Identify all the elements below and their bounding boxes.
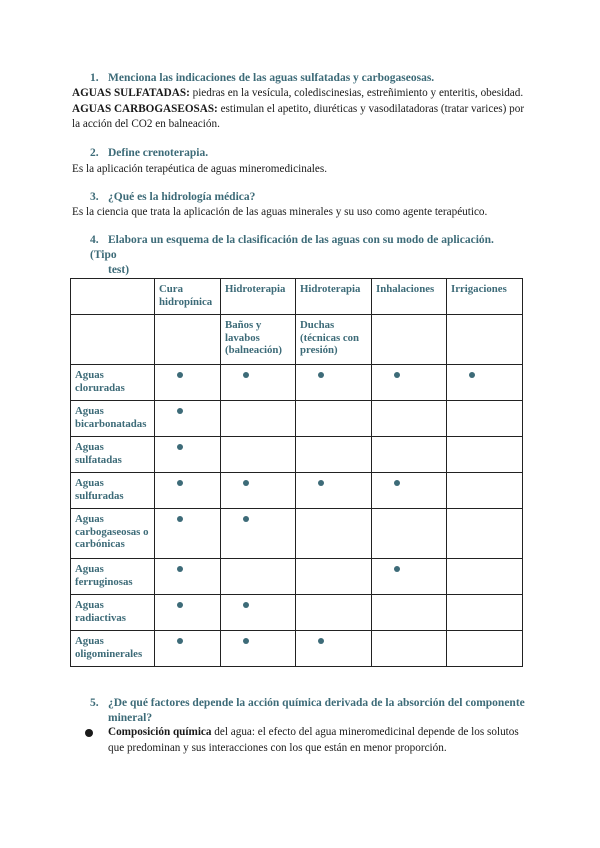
table-cell (372, 365, 447, 401)
answer-label: AGUAS SULFATADAS: (72, 87, 190, 99)
subheader-cell: Duchas (técnicas con presión) (296, 315, 372, 365)
table-cell (221, 595, 296, 631)
question-text-cont: test) (108, 264, 130, 276)
answer-text: la acción del CO2 en balneación. (72, 118, 220, 130)
bullet-mark-icon (243, 516, 249, 522)
table-cell (372, 437, 447, 473)
answer-label: Composición química (108, 726, 212, 738)
table-cell (296, 595, 372, 631)
table-cell (296, 559, 372, 595)
answer-2: Es la aplicación terapéutica de aguas mineromedicinales. (72, 163, 328, 175)
question-text: Elabora un esquema de la clasificación de las aguas con su modo de aplicación. (Tipo (90, 234, 494, 261)
table-cell (447, 595, 523, 631)
subheader-cell (155, 315, 221, 365)
question-number: 1. (90, 72, 99, 84)
table-cell (155, 473, 221, 509)
table-cell (447, 365, 523, 401)
answer-text: que predominan y sus interacciones con los que están en menor proporción. (108, 741, 447, 754)
answer-label: AGUAS CARBOGASEOSAS: (72, 102, 218, 115)
bullet-mark-icon (177, 480, 183, 486)
answer-3: Es la ciencia que trata la aplicación de las aguas minerales y su uso como agente terapéutico. (72, 206, 488, 218)
table-cell (155, 437, 221, 473)
question-3 (90, 190, 255, 205)
bullet-mark-icon (243, 602, 249, 608)
table-cell (221, 509, 296, 559)
header-cell: Hidroterapia (221, 279, 296, 315)
table-cell (447, 509, 523, 559)
table-cell (447, 631, 523, 667)
question-text-cont: mineral? (108, 712, 153, 724)
header-cell (71, 279, 155, 315)
table-cell (372, 559, 447, 595)
table-header-row (71, 279, 523, 315)
table-cell (155, 559, 221, 595)
bullet-mark-icon (243, 480, 249, 486)
subheader-cell (447, 315, 523, 365)
answer-1 (72, 86, 532, 133)
classification-table (70, 278, 523, 667)
table-row (71, 559, 523, 595)
subheader-cell: Baños y lavabos (balneación) (221, 315, 296, 365)
row-label: Aguas sulfuradas (71, 473, 155, 509)
table-cell (155, 365, 221, 401)
question-4 (90, 233, 520, 278)
table-cell (372, 401, 447, 437)
table-row (71, 473, 523, 509)
answer-text: piedras en la vesícula, colediscinesias, estreñimiento y enteritis, obesidad. (189, 87, 524, 99)
bullet-mark-icon (177, 602, 183, 608)
answer-text: del agua: el efecto del agua mineromedicinal depende de los solutos (211, 726, 519, 738)
table-cell (447, 401, 523, 437)
table-row (71, 509, 523, 559)
bullet-icon (85, 729, 93, 737)
table-cell (372, 595, 447, 631)
question-text: Menciona las indicaciones de las aguas sulfatadas y carbogaseosas. (108, 72, 435, 84)
table-cell (296, 631, 372, 667)
subheader-cell (372, 315, 447, 365)
table-cell (221, 559, 296, 595)
table-cell (372, 473, 447, 509)
bullet-mark-icon (177, 408, 183, 414)
table-cell (296, 473, 372, 509)
table-cell (221, 437, 296, 473)
table-row (71, 595, 523, 631)
header-cell: Irrigaciones (447, 279, 523, 315)
question-text: Define crenoterapia. (108, 147, 209, 159)
question-5 (90, 696, 530, 726)
bullet-mark-icon (243, 372, 249, 378)
table-cell (155, 401, 221, 437)
row-label: Aguas oligominerales (71, 631, 155, 667)
bullet-mark-icon (177, 638, 183, 644)
row-label: Aguas bicarbonatadas (71, 401, 155, 437)
row-label: Aguas radiactivas (71, 595, 155, 631)
table-cell (296, 365, 372, 401)
table-row (71, 631, 523, 667)
table-row (71, 365, 523, 401)
table-cell (296, 437, 372, 473)
bullet-mark-icon (177, 566, 183, 572)
subheader-cell (71, 315, 155, 365)
header-cell: Cura hidropínica (155, 279, 221, 315)
table-cell (447, 473, 523, 509)
table-cell (296, 401, 372, 437)
table-cell (155, 631, 221, 667)
bullet-mark-icon (177, 372, 183, 378)
table-cell (221, 631, 296, 667)
row-label: Aguas cloruradas (71, 365, 155, 401)
row-label: Aguas ferruginosas (71, 559, 155, 595)
question-2 (90, 146, 208, 161)
header-cell: Hidroterapia (296, 279, 372, 315)
question-number: 4. (90, 234, 99, 246)
table-subheader-row (71, 315, 523, 365)
table-cell (447, 559, 523, 595)
row-label: Aguas carbogaseosas o carbónicas (71, 509, 155, 559)
question-1 (90, 71, 434, 86)
bullet-mark-icon (177, 516, 183, 522)
bullet-mark-icon (318, 480, 324, 486)
bullet-mark-icon (243, 638, 249, 644)
question-number: 5. (90, 697, 99, 709)
header-cell: Inhalaciones (372, 279, 447, 315)
row-label: Aguas sulfatadas (71, 437, 155, 473)
table-cell (447, 437, 523, 473)
table-cell (221, 473, 296, 509)
question-text: ¿De qué factores depende la acción química derivada de la absorción del componente (108, 697, 525, 709)
table-cell (372, 509, 447, 559)
bullet-mark-icon (318, 638, 324, 644)
bullet-mark-icon (394, 372, 400, 378)
table-cell (155, 595, 221, 631)
bullet-mark-icon (469, 372, 475, 378)
question-number: 3. (90, 191, 99, 203)
question-number: 2. (90, 147, 99, 159)
table-cell (155, 509, 221, 559)
answer-5 (108, 725, 538, 756)
answer-text: estimulan el apetito, diuréticas y vasodilatadoras (tratar varices) por (217, 102, 525, 115)
table-row (71, 401, 523, 437)
table-cell (296, 509, 372, 559)
question-text: ¿Qué es la hidrología médica? (108, 191, 256, 203)
bullet-mark-icon (394, 480, 400, 486)
bullet-mark-icon (177, 444, 183, 450)
table-cell (221, 365, 296, 401)
table-cell (221, 401, 296, 437)
bullet-mark-icon (318, 372, 324, 378)
table-cell (372, 631, 447, 667)
bullet-mark-icon (394, 566, 400, 572)
table-row (71, 437, 523, 473)
